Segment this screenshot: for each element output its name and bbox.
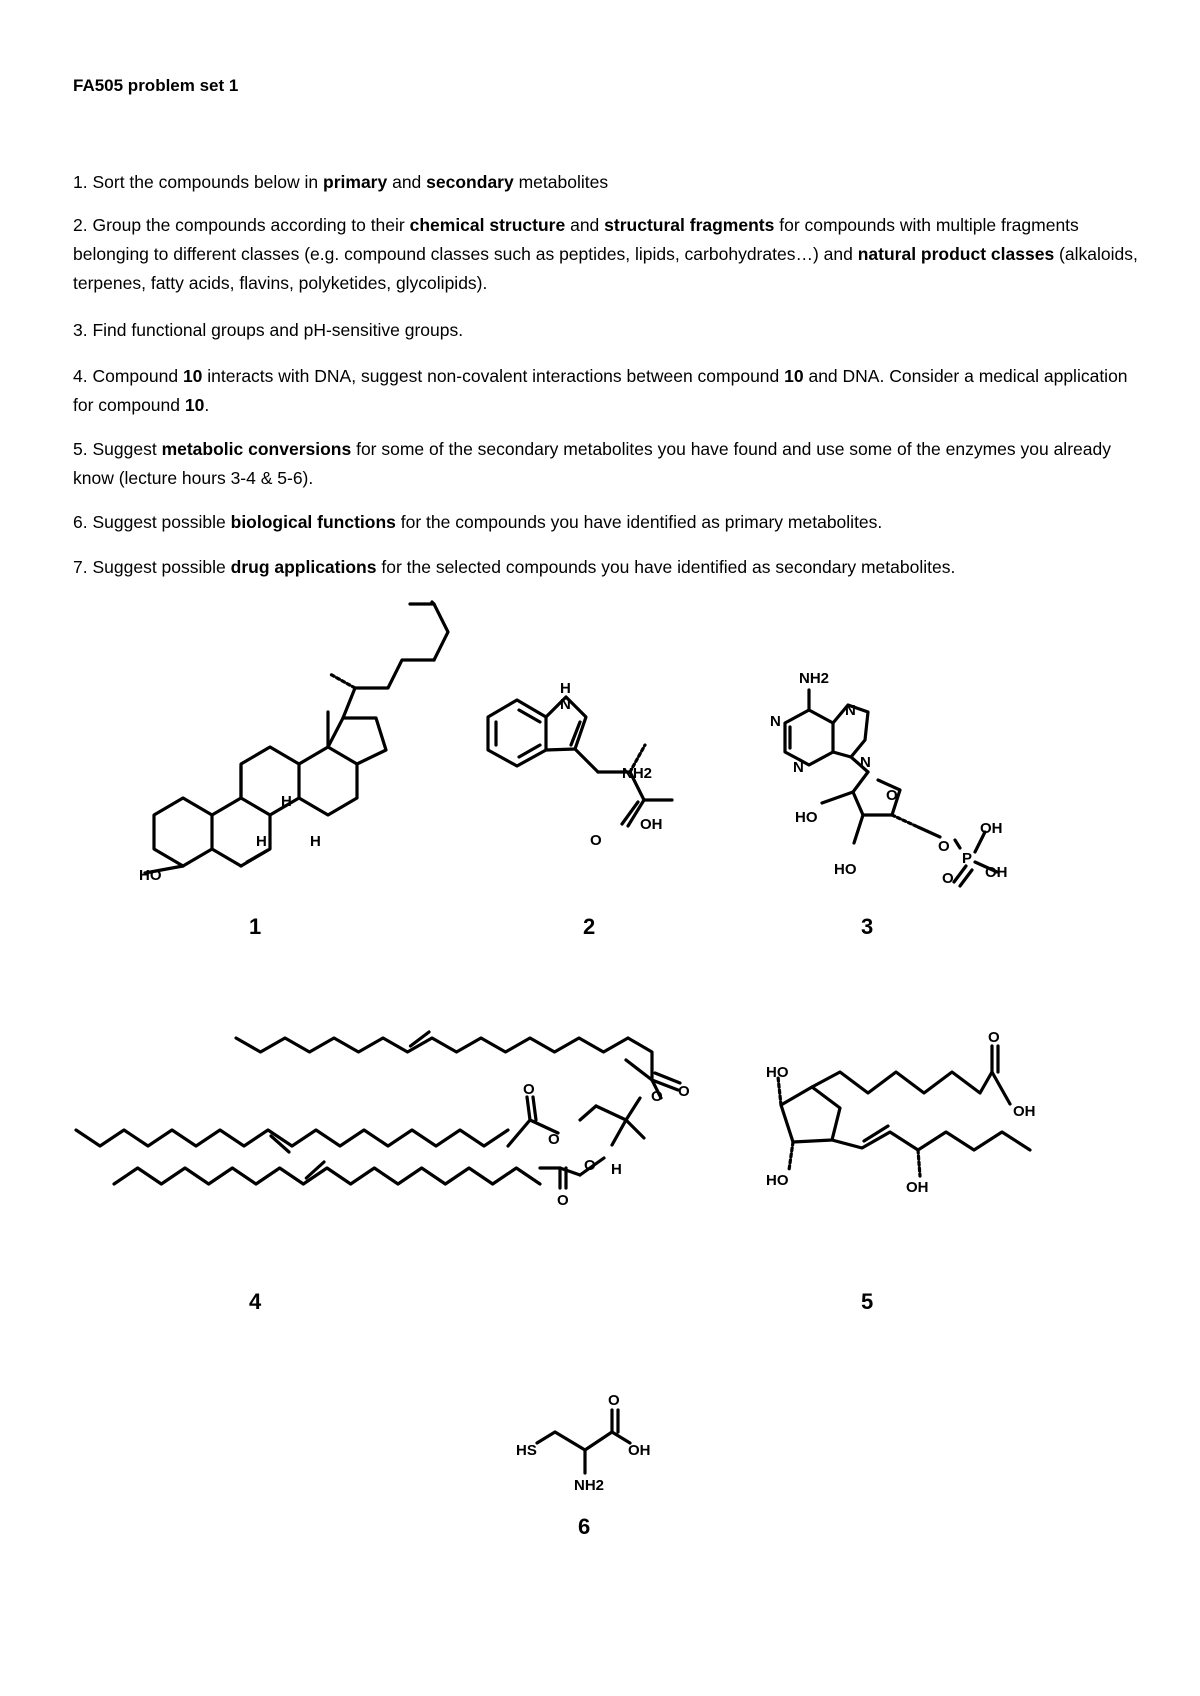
question-text: and	[387, 172, 427, 192]
c3-nh2-label: NH2	[799, 670, 830, 687]
c4-o-label: O	[651, 1088, 663, 1105]
question-text: Sort the compounds below in	[87, 172, 324, 192]
question-number: 5.	[73, 439, 88, 459]
question-emphasis: biological functions	[230, 512, 396, 532]
question-emphasis: structural fragments	[604, 215, 775, 235]
question-emphasis: 10	[182, 366, 203, 386]
c1-ho-label: HO	[139, 867, 162, 884]
oleoyl-chain-1-tail	[628, 1038, 652, 1080]
c2-oh-label: OH	[640, 816, 663, 833]
c2-nh2-label: NH2	[622, 765, 653, 782]
c3-p-label: P	[962, 850, 973, 867]
c4-o-label: O	[548, 1131, 560, 1148]
c5-oh-label: OH	[1013, 1103, 1036, 1120]
question-emphasis: 10	[184, 395, 205, 415]
c6-oh-label: OH	[628, 1442, 651, 1459]
c5-o-label: O	[988, 1029, 1000, 1046]
c3-ho-label: HO	[834, 861, 857, 878]
c3-n-label: N	[845, 702, 856, 719]
c2-n-label: N	[560, 696, 571, 713]
page-title: FA505 problem set 1	[73, 76, 239, 95]
c4-o-label: O	[584, 1157, 596, 1174]
compound-4-structure	[76, 1032, 690, 1314]
question-text: Suggest	[87, 439, 162, 459]
question-number: 2.	[73, 215, 88, 235]
question-number: 6.	[73, 512, 88, 532]
c2-o-label: O	[590, 832, 602, 849]
question-text: for some of the secondary metabolites you have found and use some of the enzymes you already know (lecture hours 3-4 & 5-6).	[73, 439, 1111, 488]
question-text: for compounds with multiple fragments belonging to different classes (e.g. compound classes such as peptides, lipids, carbohydrates…) and	[73, 215, 1079, 264]
compound-3-structure	[770, 670, 1008, 939]
question-number: 3.	[73, 320, 88, 340]
c3-n-label: N	[770, 713, 781, 730]
compound-3-label: 3	[861, 914, 874, 939]
question-text: (alkaloids, terpenes, fatty acids, flavins, polyketides, glycolipids).	[73, 244, 1138, 293]
c6-o-label: O	[608, 1392, 620, 1409]
compound-6-label: 6	[578, 1514, 591, 1539]
fatty-acid-chains	[76, 1032, 652, 1184]
c4-o-label: O	[523, 1081, 535, 1098]
c3-n-label: N	[860, 754, 871, 771]
c3-oh-label: OH	[985, 864, 1008, 881]
compound-5-label: 5	[861, 1289, 874, 1314]
c4-o-label: O	[557, 1192, 569, 1209]
c5-ho-label: HO	[766, 1064, 789, 1081]
c3-o-label: O	[886, 787, 898, 804]
question-text: Group the compounds according to their	[87, 215, 410, 235]
compound-4-label: 4	[249, 1289, 262, 1314]
c6-nh2-label: NH2	[574, 1477, 605, 1494]
question-emphasis: natural product classes	[857, 244, 1055, 264]
oleoyl-chain-2	[76, 1130, 508, 1146]
compound-2-structure	[488, 680, 672, 939]
question-emphasis: metabolic conversions	[161, 439, 352, 459]
question-number: 4.	[73, 366, 88, 386]
oleoyl-chain-1	[236, 1038, 628, 1052]
c3-ho-label: HO	[795, 809, 818, 826]
c3-o-label: O	[942, 870, 954, 887]
c5-ho-label: HO	[766, 1172, 789, 1189]
question-text: Suggest possible	[87, 512, 231, 532]
question-text: interacts with DNA, suggest non-covalent interactions between compound	[202, 366, 785, 386]
question-text: Compound	[87, 366, 183, 386]
question-text: metabolites	[513, 172, 609, 192]
c1-h-label: H	[256, 833, 267, 850]
question-text: for the compounds you have identified as primary metabolites.	[395, 512, 883, 532]
question-text: and DNA. Consider a medical application for compound	[73, 366, 1128, 415]
c5-oh-label: OH	[906, 1179, 929, 1196]
c4-h-label: H	[611, 1161, 622, 1178]
question-emphasis: chemical structure	[409, 215, 566, 235]
question-emphasis: 10	[784, 366, 804, 386]
c3-n-label: N	[793, 759, 804, 776]
c3-oh-label: OH	[980, 820, 1003, 837]
compound-5-structure	[766, 1029, 1036, 1314]
compound-1-structure	[139, 602, 448, 939]
question-emphasis: secondary	[426, 172, 514, 192]
oleoyl-chain-2-tail	[508, 1120, 530, 1146]
question-text: Suggest possible	[87, 557, 231, 577]
compound-6-structure	[516, 1392, 651, 1539]
question-number: 1.	[73, 172, 88, 192]
compound-1-label: 1	[249, 914, 262, 939]
question-number: 7.	[73, 557, 88, 577]
c6-hs-label: HS	[516, 1442, 537, 1459]
c3-o-label: O	[938, 838, 950, 855]
c2-nh-h-label: H	[560, 680, 571, 697]
question-text: .	[204, 395, 210, 415]
c4-o-label: O	[678, 1083, 690, 1100]
question-text: Find functional groups and pH-sensitive groups.	[87, 320, 464, 340]
question-text: for the selected compounds you have identified as secondary metabolites.	[376, 557, 956, 577]
question-emphasis: drug applications	[230, 557, 377, 577]
question-emphasis: primary	[323, 172, 388, 192]
c1-h-label: H	[281, 793, 292, 810]
c1-h-label: H	[310, 833, 321, 850]
oleoyl-chain-3	[114, 1168, 540, 1184]
question-text: and	[565, 215, 605, 235]
compound-2-label: 2	[583, 914, 596, 939]
